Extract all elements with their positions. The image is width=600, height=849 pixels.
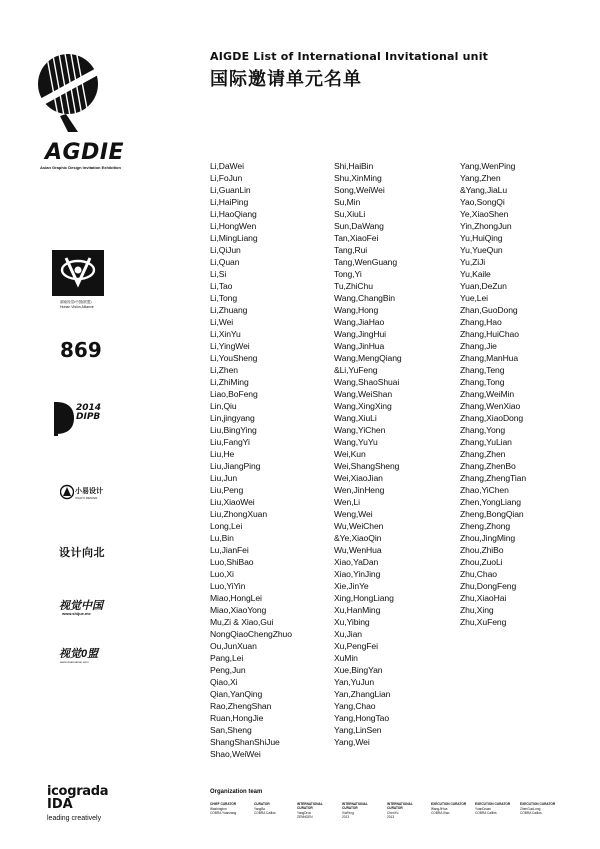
- names-column-1: [210, 160, 292, 760]
- name-entry: Yang,Zhen: [460, 173, 501, 183]
- name-entry: Tu,ZhiChu: [334, 281, 373, 291]
- organization-member-who: ZhenGuoLong: [520, 807, 541, 811]
- name-entry: Li,HaiPing: [210, 197, 249, 207]
- name-entry: Liu,JiangPing: [210, 461, 261, 471]
- name-entry: Li,GuanLin: [210, 185, 251, 195]
- name-entry: Wang,JingHui: [334, 329, 386, 339]
- shijue-china-logo: 视觉中国: [59, 600, 103, 612]
- name-entry: Zhou,JingMing: [460, 533, 516, 543]
- name-entry: Zhao,YiChen: [460, 485, 509, 495]
- dipb-wordmark: 2014 DIPB: [76, 403, 102, 422]
- name-entry: Wang,YiChen: [334, 425, 386, 435]
- name-entry: Li,HaoQiang: [210, 209, 257, 219]
- name-entry: Peng,Jun: [210, 665, 246, 675]
- name-entry: Zhu,XuFeng: [460, 617, 507, 627]
- name-entry: Yao,SongQi: [460, 197, 505, 207]
- name-entry: Zhen,YongLiang: [460, 497, 521, 507]
- organization-member-who: WangJiHua: [431, 807, 448, 811]
- name-entry: Liu,BingYing: [210, 425, 257, 435]
- name-entry: &Yang,JiaLu: [460, 185, 507, 195]
- organization-member: [387, 802, 423, 819]
- name-entry: Yan,ZhangLian: [334, 689, 391, 699]
- name-entry: Liu,ZhongXuan: [210, 509, 267, 519]
- names-column-2: [334, 160, 402, 748]
- name-entry: Zhan,GuoDong: [460, 305, 518, 315]
- organization-member-role: INTERNATIONAL CURATOR: [387, 802, 413, 810]
- name-entry: Li,Zhuang: [210, 305, 248, 315]
- organization-member-who: ChenYu: [387, 811, 399, 815]
- name-entry: &Ye,XiaoQin: [334, 533, 382, 543]
- name-entry: Zhang,XiaoDong: [460, 413, 524, 423]
- name-entry: Luo,YiYin: [210, 581, 246, 591]
- name-entry: Xiao,YaDan: [334, 557, 379, 567]
- name-entry: Wu,WenHua: [334, 545, 382, 555]
- organization-member: [520, 802, 556, 815]
- name-entry: Xu,Jian: [334, 629, 362, 639]
- name-entry: Weng,Wei: [334, 509, 373, 519]
- name-entry: Li,QiJun: [210, 245, 241, 255]
- organization-member-role: EXECUTION CURATOR: [520, 802, 556, 806]
- name-entry: Yan,YuJun: [334, 677, 375, 687]
- organization-member-who: XiaFeng: [342, 811, 354, 815]
- name-entry: Zheng,BongQian: [460, 509, 524, 519]
- name-entry: Tan,XiaoFei: [334, 233, 379, 243]
- name-entry: Li,FoJun: [210, 173, 243, 183]
- organization-member: [297, 802, 333, 819]
- name-entry: Lin,Qiu: [210, 401, 237, 411]
- name-entry: Wei,Kun: [334, 449, 366, 459]
- name-entry: Zhu,XiaoHai: [460, 593, 507, 603]
- name-entry: Wang,XingXing: [334, 401, 392, 411]
- name-entry: Ruan,HongJie: [210, 713, 264, 723]
- hunan-vision-alliance-logo-icon: [52, 250, 104, 296]
- name-entry: Zhang,ZhenBo: [460, 461, 516, 471]
- organization-member-who: YangBo: [254, 807, 266, 811]
- organization-member-role: EXECUTION CURATOR: [475, 802, 511, 806]
- name-entry: Li,MingLiang: [210, 233, 258, 243]
- page-title-english: AIGDE List of International Invitational unit: [210, 50, 489, 63]
- name-entry: Wang,Hong: [334, 305, 379, 315]
- name-entry: Zhang,Yong: [460, 425, 506, 435]
- organization-member-aff: COBRA Xiao: [431, 811, 450, 815]
- name-entry: Lu,JianFei: [210, 545, 249, 555]
- name-entry: Zhu,Chao: [460, 569, 497, 579]
- name-entry: Ou,JunXuan: [210, 641, 257, 651]
- name-entry: Zhang,ZhengTian: [460, 473, 527, 483]
- name-entry: Zhang,Teng: [460, 365, 505, 375]
- name-entry: Zhang,Jie: [460, 341, 497, 351]
- name-entry: Wang,MengQiang: [334, 353, 402, 363]
- name-entry: Luo,ShiBao: [210, 557, 254, 567]
- organization-team-title: Organization team: [210, 789, 263, 795]
- name-entry: Mu,Zi & Xiao,Gui: [210, 617, 274, 627]
- name-entry: Su,XiuLi: [334, 209, 366, 219]
- vision-union-url: www.visionunion.com: [60, 660, 89, 664]
- name-entry: Zhang,WeiMin: [460, 389, 515, 399]
- name-entry: Wang,ShaoShuai: [334, 377, 400, 387]
- organization-member-who: Washington: [210, 807, 227, 811]
- name-entry: Li,DaWei: [210, 161, 244, 171]
- name-entry: Shu,XinMing: [334, 173, 382, 183]
- name-entry: Miao,HongLei: [210, 593, 262, 603]
- name-entry: Li,Quan: [210, 257, 240, 267]
- organization-member-who: YuanDruan: [475, 807, 491, 811]
- name-entry: Tang,Rui: [334, 245, 368, 255]
- name-entry: Xue,BingYan: [334, 665, 383, 675]
- xiaoyi-design-subtitle: XIAOYI DESIGN: [75, 496, 98, 500]
- name-entry: Wen,Li: [334, 497, 360, 507]
- vision-union-logo: 视觉0盟: [59, 648, 99, 660]
- organization-member: [342, 802, 378, 819]
- organization-member-who: YangDruo: [297, 811, 312, 815]
- name-entry: Zhang,WenXiao: [460, 401, 521, 411]
- name-entry: Li,Si: [210, 269, 227, 279]
- shijue-china-url: www.shijue.me: [62, 611, 91, 616]
- name-entry: Yin,ZhongJun: [460, 221, 512, 231]
- name-entry: Zhang,ManHua: [460, 353, 519, 363]
- name-entry: Liao,BoFeng: [210, 389, 258, 399]
- name-entry: Li,Wei: [210, 317, 234, 327]
- organization-member-aff: COBRA Callios: [520, 811, 542, 815]
- names-column-3: [460, 160, 526, 628]
- name-entry: Zhang,Hao: [460, 317, 502, 327]
- name-entry: Li,XinYu: [210, 329, 241, 339]
- name-entry: Zhou,ZhiBo: [460, 545, 504, 555]
- name-entry: Yang,Wei: [334, 737, 370, 747]
- name-entry: Tong,Yi: [334, 269, 362, 279]
- name-entry: Liu,FangYi: [210, 437, 250, 447]
- name-entry: Sun,DaWang: [334, 221, 384, 231]
- name-entry: Li,YouSheng: [210, 353, 258, 363]
- organization-member-aff: COBRA Yuanzang: [210, 811, 237, 815]
- name-entry: Shi,HaiBin: [334, 161, 374, 171]
- organization-member: [210, 802, 246, 815]
- name-entry: Xu,PengFei: [334, 641, 378, 651]
- name-entry: Zhang,Tong: [460, 377, 505, 387]
- name-entry: Yu,Kaile: [460, 269, 491, 279]
- agdie-subtitle: Asian Graphic Design Invitation Exhibition: [40, 165, 121, 170]
- name-entry: Li,ZhiMing: [210, 377, 249, 387]
- name-entry: Miao,XiaoYong: [210, 605, 267, 615]
- name-entry: Zhu,Xing: [460, 605, 494, 615]
- name-entry: Zhang,Zhen: [460, 449, 506, 459]
- name-entry: Yang,WenPing: [460, 161, 516, 171]
- hunan-vision-alliance-label: 湖南视觉•中国(联盟) Hunan Vision Alliance: [60, 300, 94, 309]
- organization-member-aff: 2013: [342, 815, 350, 819]
- name-entry: Wang,YuYu: [334, 437, 378, 447]
- xiaoyi-design-logo-icon: [60, 484, 74, 500]
- name-entry: Shao,WeiWei: [210, 749, 261, 759]
- name-entry: Li,Tong: [210, 293, 238, 303]
- name-entry: Wen,JinHeng: [334, 485, 385, 495]
- dipb-logo-icon: [52, 402, 76, 436]
- name-entry: Song,WeiWei: [334, 185, 385, 195]
- name-entry: Yang,HongTao: [334, 713, 390, 723]
- name-entry: Zheng,Zhong: [460, 521, 511, 531]
- organization-member-aff: 2013: [387, 815, 395, 819]
- organization-member-aff: COBRA Callios: [254, 811, 276, 815]
- name-entry: Li,YingWei: [210, 341, 250, 351]
- name-entry: Yuan,DeZun: [460, 281, 507, 291]
- name-entry: Wang,JinHua: [334, 341, 385, 351]
- agdie-wordmark: AGDIE: [45, 140, 125, 165]
- organization-member: [475, 802, 511, 815]
- name-entry: Xie,JinYe: [334, 581, 369, 591]
- icograda-logo: icograda: [47, 784, 109, 799]
- organization-member: [254, 802, 290, 815]
- name-entry: Li,HongWen: [210, 221, 257, 231]
- ida-logo: IDA: [47, 797, 73, 812]
- name-entry: &Li,YuFeng: [334, 365, 378, 375]
- name-entry: NongQiaoChengZhuo: [210, 629, 292, 639]
- name-entry: Yu,YueQun: [460, 245, 503, 255]
- icograda-tagline: leading creatively: [47, 815, 102, 822]
- sponsor-869-logo: 869: [60, 338, 102, 362]
- name-entry: Li,Zhen: [210, 365, 238, 375]
- name-entry: Luo,Xi: [210, 569, 234, 579]
- name-entry: Wu,WeiChen: [334, 521, 384, 531]
- organization-member-aff: ZENNOEN: [297, 815, 313, 819]
- name-entry: Zhang,YuLian: [460, 437, 512, 447]
- name-entry: Wei,ShangSheng: [334, 461, 400, 471]
- name-entry: Xing,HongLiang: [334, 593, 394, 603]
- name-entry: Su,Min: [334, 197, 361, 207]
- name-entry: Zhu,DongFeng: [460, 581, 517, 591]
- organization-member: [431, 802, 467, 815]
- agdie-logo-icon: [38, 44, 100, 132]
- name-entry: Yue,Lei: [460, 293, 488, 303]
- organization-member-aff: COBRA Callios: [475, 811, 497, 815]
- name-entry: XuMin: [334, 653, 358, 663]
- name-entry: Ye,XiaoShen: [460, 209, 509, 219]
- xiaoyi-design-wordmark: 小易设计: [75, 488, 103, 495]
- name-entry: Li,Tao: [210, 281, 233, 291]
- name-entry: Wei,XiaoJian: [334, 473, 383, 483]
- name-entry: Yu,ZiJi: [460, 257, 486, 267]
- name-entry: Wang,ChangBin: [334, 293, 395, 303]
- organization-member-role: INTERNATIONAL CURATOR: [297, 802, 323, 810]
- name-entry: Wang,XiuLi: [334, 413, 377, 423]
- name-entry: Liu,Jun: [210, 473, 238, 483]
- name-entry: Xiao,YinJing: [334, 569, 381, 579]
- name-entry: Zhou,ZuoLi: [460, 557, 503, 567]
- name-entry: ShangShanShiJue: [210, 737, 280, 747]
- name-entry: Liu,Peng: [210, 485, 244, 495]
- name-entry: Qian,YanQing: [210, 689, 263, 699]
- name-entry: Lu,Bin: [210, 533, 234, 543]
- name-entry: Yang,Chao: [334, 701, 376, 711]
- name-entry: Xu,Yibing: [334, 617, 370, 627]
- name-entry: Rao,ZhengShan: [210, 701, 272, 711]
- name-entry: Pang,Lei: [210, 653, 244, 663]
- organization-member-role: CURATOR: [254, 802, 270, 806]
- name-entry: Xu,HanMing: [334, 605, 381, 615]
- name-entry: Zhang,HuiChao: [460, 329, 519, 339]
- name-entry: Wang,WeiShan: [334, 389, 393, 399]
- name-entry: Lin,jingyang: [210, 413, 255, 423]
- name-entry: Wang,JiaHao: [334, 317, 385, 327]
- organization-member-role: INTERNATIONAL CURATOR: [342, 802, 368, 810]
- name-entry: Yu,HuiQing: [460, 233, 503, 243]
- name-entry: San,Sheng: [210, 725, 252, 735]
- name-entry: Yang,LinSen: [334, 725, 382, 735]
- name-entry: Qiao,Xi: [210, 677, 238, 687]
- name-entry: Liu,He: [210, 449, 235, 459]
- name-entry: Long,Lei: [210, 521, 243, 531]
- name-entry: Liu,XiaoWei: [210, 497, 255, 507]
- sheji-xiangbei-logo: 设计向北: [59, 547, 105, 559]
- organization-member-role: EXECUTION CURATOR: [431, 802, 467, 806]
- page-title-chinese: 国际邀请单元名单: [210, 69, 362, 90]
- name-entry: Tang,WenGuang: [334, 257, 398, 267]
- organization-member-role: CHIEF CURATOR: [210, 802, 237, 806]
